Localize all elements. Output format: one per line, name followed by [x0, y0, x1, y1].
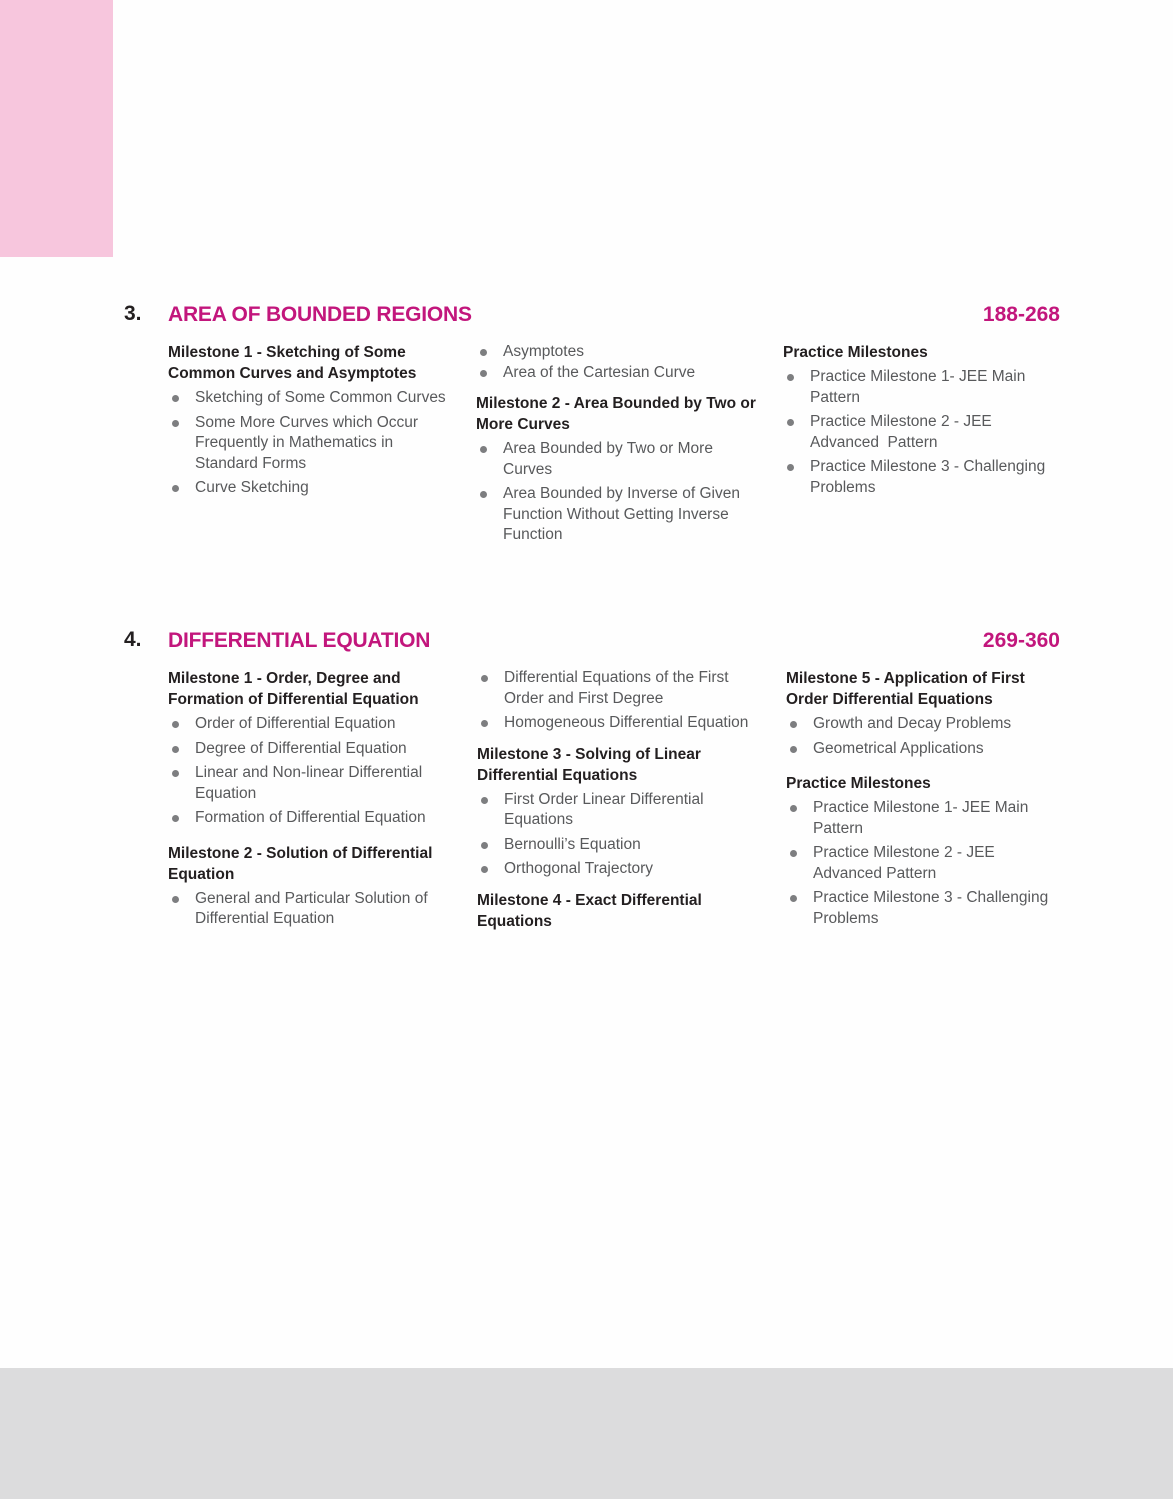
bullet-icon	[481, 866, 488, 873]
bullet-icon	[172, 395, 179, 402]
bullet-icon	[480, 491, 487, 498]
milestone-title: Milestone 1 - Sketching of Some Common Curves and Asymptotes	[168, 344, 417, 382]
bullet-icon	[787, 419, 794, 426]
footer-band	[0, 1368, 1173, 1499]
list-item: Curve Sketching	[168, 478, 448, 499]
chapter-4-column-3	[786, 668, 1066, 939]
chapter-title: DIFFERENTIAL EQUATION	[168, 629, 431, 652]
topic-list	[477, 790, 757, 880]
bullet-icon	[172, 746, 179, 753]
topic-list	[783, 367, 1063, 498]
bullet-icon	[172, 485, 179, 492]
list-item: Linear and Non-linear Differential Equation	[168, 763, 453, 804]
bullet-icon	[172, 896, 179, 903]
list-item: Homogeneous Differential Equation	[477, 713, 757, 734]
chapter-4-column-1	[168, 668, 453, 940]
chapter-4-column-2	[477, 668, 757, 936]
list-item: Area Bounded by Two or More Curves	[476, 439, 756, 480]
bullet-icon	[787, 374, 794, 381]
topic-list	[168, 388, 448, 499]
practice-title: Practice Milestones	[783, 344, 928, 361]
bullet-icon	[172, 420, 179, 427]
list-item: Area of the Cartesian Curve	[476, 363, 756, 384]
chapter-page-range: 188-268	[982, 303, 1060, 326]
list-item: Differential Equations of the First Order and First Degree	[477, 668, 757, 709]
list-item: Order of Differential Equation	[168, 714, 453, 735]
bullet-icon	[480, 349, 487, 356]
bullet-icon	[481, 797, 488, 804]
milestone-title: Milestone 2 - Solution of Differential Equation	[168, 844, 433, 883]
chapter-number: 3.	[124, 302, 142, 325]
list-item: Growth and Decay Problems	[786, 714, 1066, 735]
topic-list	[476, 342, 756, 383]
bullet-icon	[172, 770, 179, 777]
chapter-page-range: 269-360	[982, 629, 1060, 652]
milestone-title: Milestone 3 - Solving of Linear Differential Equations	[477, 745, 701, 784]
bullet-icon	[481, 720, 488, 727]
bullet-icon	[481, 675, 488, 682]
chapter-3-column-1	[168, 342, 448, 509]
list-item: Degree of Differential Equation	[168, 739, 453, 760]
milestone-title: Milestone 2 - Area Bounded by Two or More Curves	[476, 395, 756, 433]
bullet-icon	[790, 721, 797, 728]
topic-list	[786, 714, 1066, 759]
bullet-icon	[481, 842, 488, 849]
bullet-icon	[480, 446, 487, 453]
list-item: Practice Milestone 2 - JEE Advanced Pattern	[786, 843, 1066, 884]
list-item: Practice Milestone 3 - Challenging Problems	[783, 457, 1063, 498]
topic-list	[477, 668, 757, 734]
milestone-title: Milestone 5 - Application of First Order Differential Equations	[786, 670, 1025, 708]
list-item: Practice Milestone 2 - JEE Advanced Pattern	[783, 412, 1063, 453]
topic-list	[786, 798, 1066, 929]
chapter-3-column-2	[476, 342, 756, 556]
chapter-number: 4.	[124, 628, 142, 651]
decorative-pink-block	[0, 0, 113, 257]
chapter-title: AREA OF BOUNDED REGIONS	[168, 303, 472, 326]
list-item: Geometrical Applications	[786, 739, 1066, 760]
list-item: Practice Milestone 1- JEE Main Pattern	[783, 367, 1063, 408]
list-item: Bernoulli’s Equation	[477, 835, 757, 856]
list-item: Orthogonal Trajectory	[477, 859, 757, 880]
bullet-icon	[790, 850, 797, 857]
list-item: Sketching of Some Common Curves	[168, 388, 448, 409]
list-item: Asymptotes	[476, 342, 756, 363]
bullet-icon	[790, 746, 797, 753]
list-item: General and Particular Solution of Differential Equation	[168, 889, 453, 930]
list-item: Practice Milestone 1- JEE Main Pattern	[786, 798, 1066, 839]
bullet-icon	[790, 895, 797, 902]
bullet-icon	[480, 370, 487, 377]
chapter-3-column-3	[783, 342, 1063, 508]
topic-list	[168, 889, 453, 930]
bullet-icon	[172, 721, 179, 728]
bullet-icon	[172, 815, 179, 822]
list-item: Area Bounded by Inverse of Given Function Without Getting Inverse Function	[476, 484, 756, 546]
practice-title: Practice Milestones	[786, 775, 931, 792]
list-item: Some More Curves which Occur Frequently in Mathematics in Standard Forms	[168, 413, 448, 475]
list-item: First Order Linear Differential Equations	[477, 790, 757, 831]
bullet-icon	[787, 464, 794, 471]
milestone-title: Milestone 1 - Order, Degree and Formation of Differential Equation	[168, 670, 419, 708]
list-item: Formation of Differential Equation	[168, 808, 453, 829]
topic-list	[168, 714, 453, 829]
list-item: Practice Milestone 3 - Challenging Problems	[786, 888, 1066, 929]
topic-list	[476, 439, 756, 546]
bullet-icon	[790, 805, 797, 812]
milestone-title: Milestone 4 - Exact Differential Equations	[477, 891, 702, 930]
